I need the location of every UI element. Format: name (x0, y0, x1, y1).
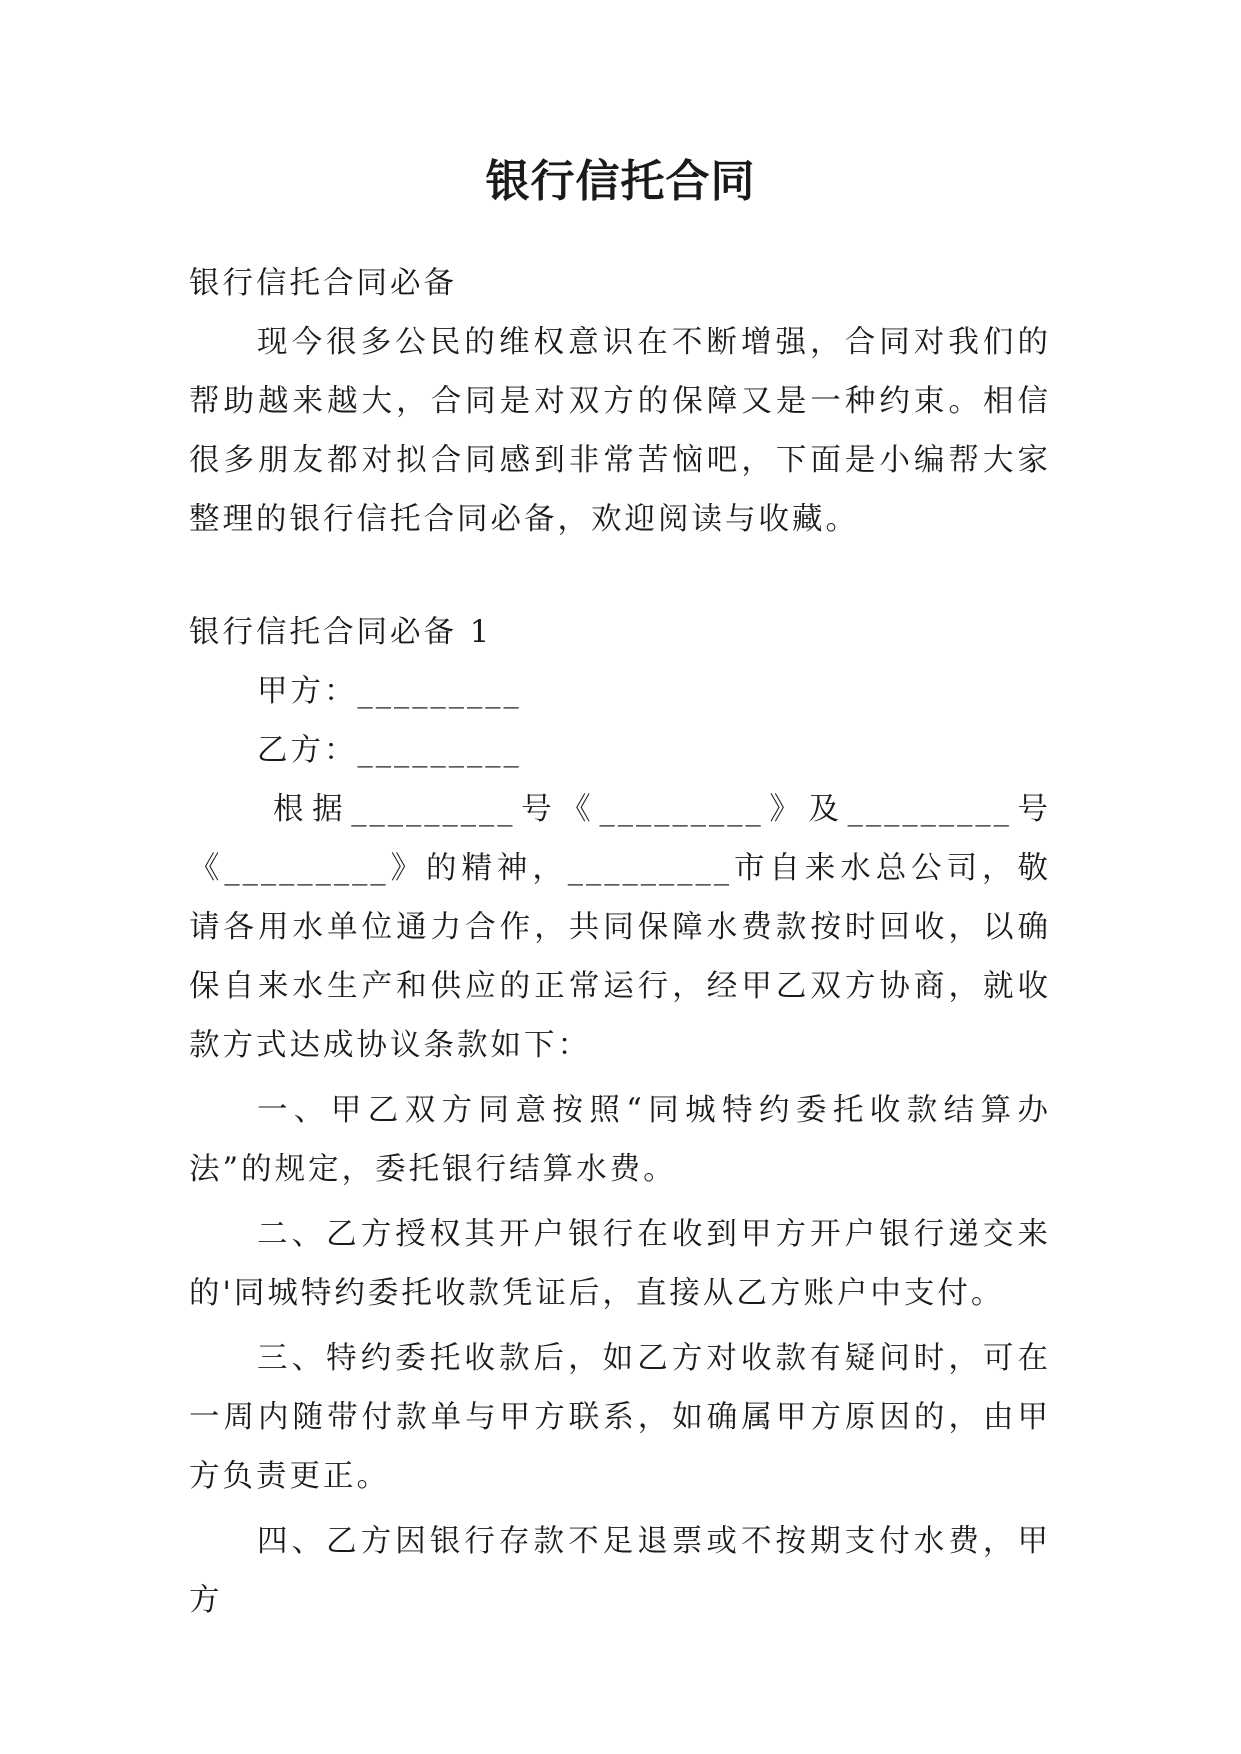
intro-paragraph: 现今很多公民的维权意识在不断增强，合同对我们的帮助越来越大，合同是对双方的保障又是一种约束。相信很多朋友都对拟合同感到非常苦恼吧，下面是小编帮大家整理的银行信托合同必备，欢迎阅读与收藏。 (189, 325, 1051, 537)
clause-2: 二、乙方授权其开户银行在收到甲方开户银行递交来的'同城特约委托收款凭证后，直接从乙方账户中支付。 (189, 1217, 1051, 1311)
document-body (189, 254, 1051, 1630)
section-heading: 银行信托合同必备 1 (189, 615, 493, 650)
clause-3: 三、特约委托收款后，如乙方对收款有疑问时，可在一周内随带付款单与甲方联系，如确属甲方原因的，由甲方负责更正。 (189, 1341, 1051, 1494)
basis-paragraph: 根据_________号《_________》及_________号《_________》的精神，_________市自来水总公司，敬请各用水单位通力合作，共同保障水费款按时回收，以确保自来水生产和供应的正常运行，经甲乙双方协商，就收款方式达成协议条款如下： (189, 792, 1051, 1063)
intro-heading: 银行信托合同必备 (189, 266, 457, 301)
party-a-line: 甲方：_________ (257, 674, 522, 709)
party-b-line: 乙方：_________ (257, 733, 522, 768)
spacer (189, 549, 1051, 603)
clause-1: 一、甲乙双方同意按照“同城特约委托收款结算办法”的规定，委托银行结算水费。 (189, 1093, 1051, 1187)
document-title: 银行信托合同 (485, 156, 756, 207)
clause-4: 四、乙方因银行存款不足退票或不按期支付水费，甲方 (189, 1524, 1051, 1618)
